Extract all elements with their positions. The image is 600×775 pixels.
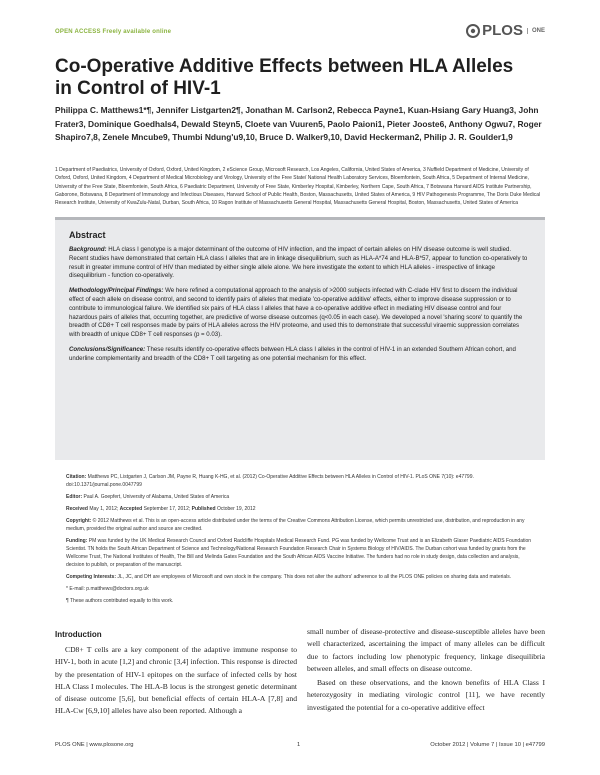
funding: Funding: PM was funded by the UK Medical Research Council and Oxford Radcliffe Hospitals Medical Research Fund. PG was funded by Wellcome Trust and is an Elizabeth Glaser Paediatric AIDS Foundation Scientist. TN holds the South African Department of Science and Technology/National Research Foundation Research Chair in Systems Biology of HIV/AIDS. The Durban cohort was funded by grants from the Wellcome Trust, The National Institutes of Health, The Bill and Melinda Gates Foundation and the South African AIDS Vaccine Initiative. The funders had no role in study design, data collection and analysis, decision to publish, or preparation of the manuscript. (66, 538, 532, 568)
methods-text: We here refined a computational approach to the analysis of >2000 subjects infected with C-clade HIV first to discern the individual effect of each allele on disease control, and second to identify pairs of alleles that mediate 'co-operative additive' effects, either to improve disease suppression or to contribute to immunological failure. We identified six pairs of HLA class I alleles that have a co-operative additive effect in mediating HIV disease control and four hazardous pairs of alleles that, occurring together, are predictive of worse disease outcomes (q<0.05 in each case). We developed a novel 'sharing score' to quantify the breadth of CD8+ T cell responses made by pairs of HLA alleles across the HIV proteome, and used this to demonstrate that successful viraemic suppression correlates with breadth of unique CD8+ T cell responses (p = 0.03). (69, 287, 523, 339)
article-metadata (66, 473, 536, 609)
background-text: HLA class I genotype is a major determinant of the outcome of HIV infection, and the impact of certain alleles on HIV disease outcome is well studied. Recent studies have demonstrated that certain HLA class I alleles that are in linkage disequilibrium, such as HLA-A*74 and HLA-B*57, appear to function co-operatively to result in greater immune control of HIV than mediated by either single allele alone. We here investigate the extent to which HLA alleles - irrespective of linkage disequilibrium - function co-operatively. (69, 246, 528, 280)
intro-paragraph-2: Based on these observations, and the known benefits of HLA Class I heterozygosity in mediating virologic control [11], we have recently investigated the potential for a co-operative additive effect (307, 678, 545, 712)
page-number: 1 (297, 742, 301, 748)
abstract-box (55, 217, 545, 460)
abstract-methods (69, 287, 531, 340)
page-footer (55, 742, 545, 748)
background-label: Background: (69, 246, 107, 253)
open-access-banner: OPEN ACCESS Freely available online (55, 29, 172, 35)
abstract-body (69, 246, 531, 370)
footer-journal: PLOS ONE | www.plosone.org (55, 742, 134, 748)
intro-paragraph-continued: small number of disease-protective and disease-susceptible alleles have been well characterized, ascertaining the impact of many alleles can be difficult due to factors including low phenotypic frequency, linkage disequilibria between alleles, and small effects on disease outcome. (307, 627, 545, 673)
affiliations: 1 Department of Paediatrics, University of Oxford, Oxford, United Kingdom, 2 eScience Group, Microsoft Research, Los Angeles, California, United States of America, 3 Nuffield Department of Medicine, University of Oxford, Oxford, United Kingdom, 4 Department of Medical Microbiology and Virology, University of the Free State/ National Health Laboratory Services, Bloemfontein, South Africa, 5 Department of Internal Medicine, University of the Free State, Bloemfontein, South Africa, 6 Paediatric Department, University of Free State, Kimberley Hospital, Kimberley, Northern Cape, South Africa, 7 Botswana Harvard AIDS Institute Partnership, Gaborone, Botswana, 8 Department of Immunology and Infectious Diseases, Harvard School of Public Health, Boston, Massachusetts, United States of America, 9 HIV Pathogenesis Programme, The Doris Duke Medical Research Institute, University of KwaZulu-Natal, Durban, South Africa, 10 Ragon Institute of Massachusetts General Hospital, Massachusetts General Hospital, Boston, Massachusetts, United States of America (55, 167, 541, 207)
journal-header (55, 22, 545, 42)
dates: Received May 1, 2012; Accepted September 17, 2012; Published October 19, 2012 (66, 506, 256, 512)
article-title: Co-Operative Additive Effects between HLA Alleles in Control of HIV-1 (55, 56, 514, 99)
introduction-column-2 (307, 626, 545, 716)
introduction-column-1: CD8+ T cells are a key component of the adaptive immune response to HIV-1, both in acute [1,2] and chronic [3,4] infection. This response is directed by the presentation of HIV-1 epitopes on the surface of infected cells by host HLA Class I molecules. The HLA-B locus is the strongest genetic determinant of disease outcome [5,6], but beneficial effects of certain HLA-A [7,8] and HLA-Cw [6,9,10] alleles have also been reported. Although a (55, 645, 297, 716)
competing-interests: Competing Interests: JL, JC, and DH are employees of Microsoft and own stock in the company. This does not alter the authors' adherence to all the PLOS ONE policies on sharing data and materials. (66, 574, 512, 580)
author-list: Philippa C. Matthews1*¶, Jennifer Listgarten2¶, Jonathan M. Carlson2, Rebecca Payne1, Kuan-Hsiang Gary Huang3, John Frater3, Dominique Goedhals4, Dewald Steyn5, Cloete van Vuuren5, Paolo Paioni1, Pieter Jooste6, Anthony Ogwu7, Roger Shapiro7,8, Zenele Mncube9, Thumbi Ndung'u9,10, Bruce D. Walker9,10, David Heckerman2, Philip J. R. Goulder1,9 (55, 105, 542, 142)
logo-subtext: ONE (527, 28, 545, 34)
equal-contribution-note: ¶ These authors contributed equally to this work. (66, 598, 174, 604)
methods-label: Methodology/Principal Findings: (69, 287, 164, 295)
plos-logo-icon (466, 24, 480, 38)
conclusions-text: These results identify co-operative effects between HLA class I alleles in the control of HIV-1 in an extended Southern African cohort, and underline complementarity and breadth of the CD8+ T cell targeting as one potential mechanism for this effect. (69, 345, 516, 362)
logo-text: PLOS (482, 22, 523, 39)
conclusions-label: Conclusions/Significance: (69, 345, 146, 353)
citation: Citation: Matthews PC, Listgarten J, Carlson JM, Payne R, Huang K-HG, et al. (2012) Co-Operative Additive Effects between HLA Alleles in Control of HIV-1. PLoS ONE 7(10): e47799. doi:10.1371/journal.pone.0047799 (66, 474, 474, 488)
corresponding-email: * E-mail: p.matthews@doctors.org.uk (66, 586, 149, 592)
footer-issue: October 2012 | Volume 7 | Issue 10 | e47799 (430, 742, 545, 748)
copyright: Copyright: © 2012 Matthews et al. This is an open-access article distributed under the terms of the Creative Commons Attribution License, which permits unrestricted use, distribution, and reproduction in any medium, provided the original author and source are credited. (66, 518, 525, 532)
abstract-heading: Abstract (69, 230, 106, 240)
abstract-background (69, 246, 531, 281)
plos-one-logo (466, 22, 545, 39)
editor: Editor: Paul A. Goepfert, University of Alabama, United States of America (66, 494, 230, 500)
abstract-conclusions (69, 346, 531, 364)
introduction-heading: Introduction (55, 630, 102, 639)
